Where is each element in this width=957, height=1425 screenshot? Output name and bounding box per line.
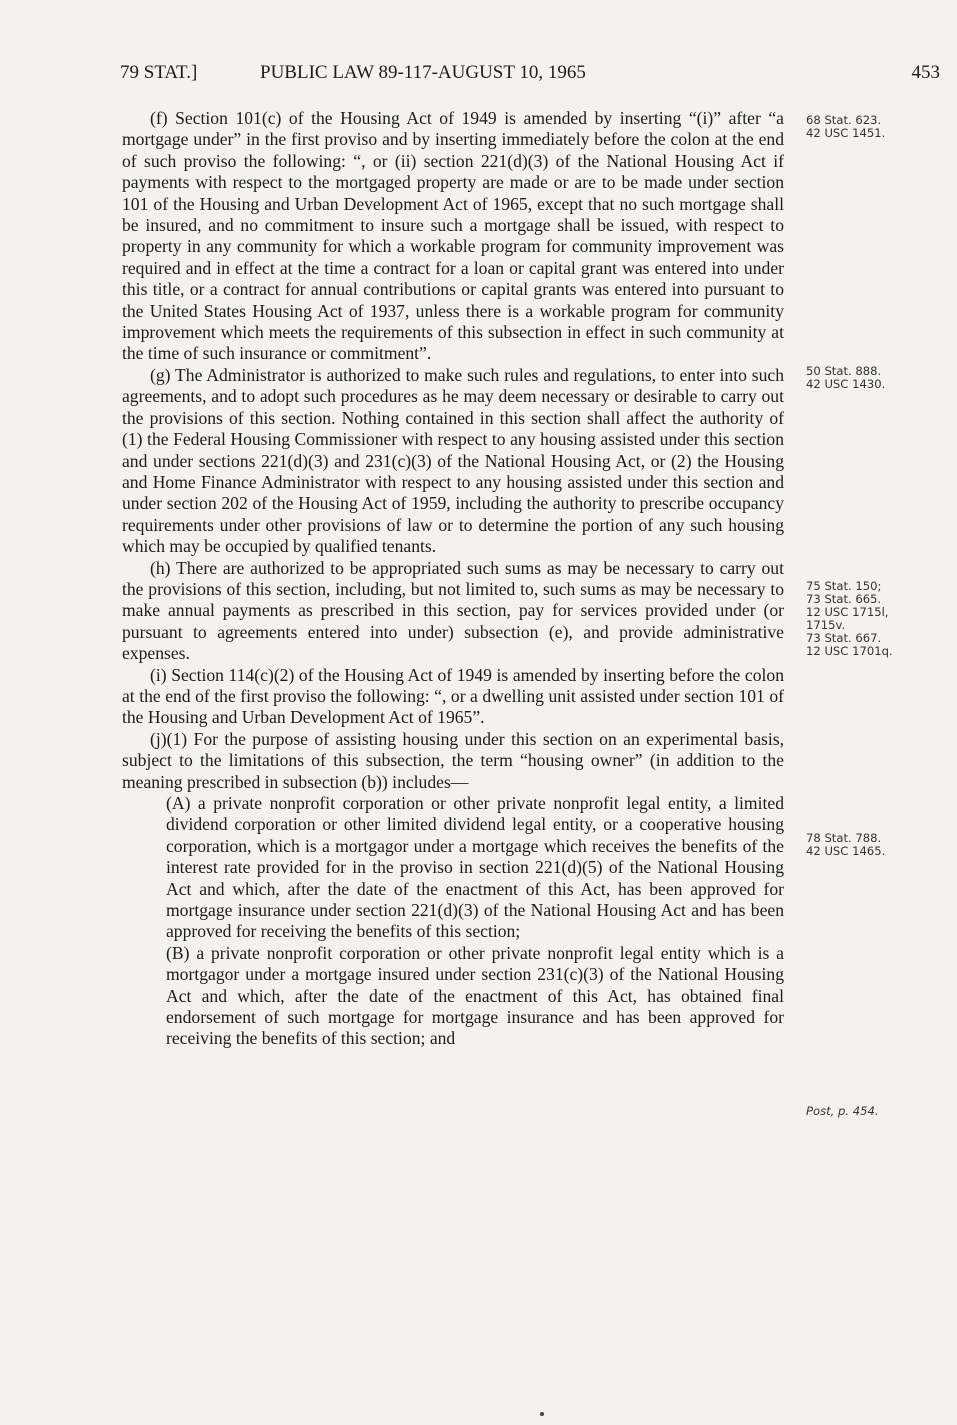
page-number: 453 <box>911 62 940 83</box>
page-mark <box>540 1412 544 1416</box>
statute-volume: 79 STAT.] <box>120 62 198 83</box>
paragraph-f: (f) Section 101(c) of the Housing Act of 1949 is amended by inserting “(i)” after “a mortgage under” in the first proviso and by inserting immediately before the colon at the end of such proviso the following: “, or (ii) section 221(d)(3) of the National Housing Act if payments with respect to the mortgaged property are made or are to be made under section 101 of the Housing and Urban Development Act of 1965, except that no such mortgage shall be insured, and no commitment to insure such a mortgage shall be issued, with respect to property in any community for which a workable program for community improvement was required and in effect at the time a contract for a loan or capital grant was entered into under this title, or a contract for annual contributions or capital grants was entered into pursuant to the United States Housing Act of 1937, unless there is a workable program for community improvement which meets the requirements of this subsection in effect in such community at the time of such insurance or commitment”. <box>122 108 784 364</box>
paragraph-h: (h) There are authorized to be appropriated such sums as may be necessary to carry out the provisions of this section, including, but not limited to, such sums as may be necessary to make annual payments as prescribed in this section, pay for services provided under (or pursuant to agreements entered into under) subsection (e), and provide administrative expenses. <box>122 557 784 664</box>
paragraph-i: (i) Section 114(c)(2) of the Housing Act of 1949 is amended by inserting before the colon at the end of the first proviso the following: “, or a dwelling unit assisted under section 101 of the Housing and Urban Development Act of 1965”. <box>122 664 784 728</box>
margin-note-50-stat: 50 Stat. 888. 42 USC 1430. <box>806 364 886 391</box>
paragraph-j-b: (B) a private nonprofit corporation or other private nonprofit legal entity which is a mortgagor under a mortgage insured under section 231(c)(3) of the National Housing Act and which, after the date of the enactment of this Act, has obtained final endorsement of such mortgage for mortgage insurance and has been approved for receiving the benefits of this section; and <box>166 942 784 1049</box>
running-title: PUBLIC LAW 89-117-AUGUST 10, 1965 <box>260 62 586 83</box>
paragraph-j-a: (A) a private nonprofit corporation or other private nonprofit legal entity, a limited dividend corporation or other limited dividend legal entity, or a cooperative housing corporation, which is a mortgagor under a mortgage which receives the benefits of the interest rate provided for in the proviso in section 221(d)(5) of the National Housing Act and which, after the date of the enactment of this Act, has been approved for mortgage insurance under section 221(d)(3) of the National Housing Act and has been approved for receiving the benefits of this section; <box>166 793 784 942</box>
paragraph-j: (j)(1) For the purpose of assisting housing under this section on an experimental basis, subject to the limitations of this subsection, the term “housing owner” (in addition to the meaning prescribed in subsection (b)) includes— <box>122 728 784 792</box>
paragraph-g: (g) The Administrator is authorized to make such rules and regulations, to enter into such agreements, and to adopt such procedures as he may deem necessary or desirable to carry out the provisions of this section. Nothing contained in this section shall affect the authority of (1) the Federal Housing Commissioner with respect to any housing assisted under this section and under sections 221(d)(3) and 231(c)(3) of the National Housing Act, or (2) the Housing and Home Finance Administrator with respect to any housing assisted under this section and under section 202 of the Housing Act of 1959, including the authority to prescribe occupancy requirements under other provisions of law or to determine the portion of any such housing which may be occupied by qualified tenants. <box>122 364 784 557</box>
margin-note-68-stat: 68 Stat. 623. 42 USC 1451. <box>806 113 886 140</box>
page-header <box>120 62 940 88</box>
margin-note-post: Post, p. 454. <box>806 1104 879 1118</box>
margin-note-78-stat: 78 Stat. 788. 42 USC 1465. <box>806 831 886 858</box>
margin-note-75-stat: 75 Stat. 150; 73 Stat. 665. 12 USC 1715l, 1715v. 73 Stat. 667. 12 USC 1701q. <box>806 579 893 658</box>
statute-body <box>122 108 784 1050</box>
